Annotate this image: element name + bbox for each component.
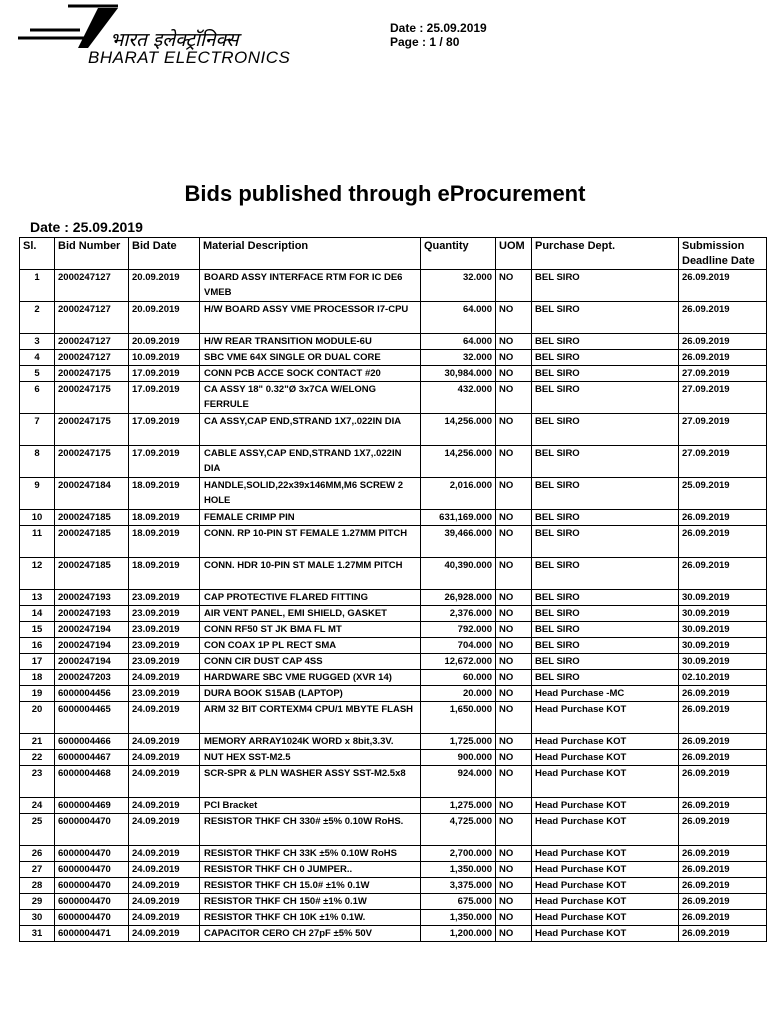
- cell-dept: Head Purchase KOT: [532, 734, 679, 750]
- cell-description: CONN RF50 ST JK BMA FL MT: [200, 622, 421, 638]
- cell-quantity: 1,725.000: [421, 734, 496, 750]
- cell-bid-number: 6000004470: [55, 862, 129, 878]
- cell-description: CABLE ASSY,CAP END,STRAND 1X7,.022IN DIA: [200, 446, 421, 478]
- cell-dept: Head Purchase KOT: [532, 926, 679, 942]
- cell-quantity: 1,350.000: [421, 862, 496, 878]
- cell-description: HANDLE,SOLID,22x39x146MM,M6 SCREW 2 HOLE: [200, 478, 421, 510]
- cell-dept: BEL SIRO: [532, 526, 679, 558]
- cell-description: MEMORY ARRAY1024K WORD x 8bit,3.3V.: [200, 734, 421, 750]
- cell-quantity: 1,650.000: [421, 702, 496, 734]
- cell-sl: 25: [20, 814, 55, 846]
- cell-bid-number: 2000247185: [55, 558, 129, 590]
- cell-bid-date: 17.09.2019: [129, 446, 200, 478]
- table-row: [20, 878, 767, 894]
- cell-description: PCI Bracket: [200, 798, 421, 814]
- cell-bid-date: 23.09.2019: [129, 654, 200, 670]
- cell-sl: 31: [20, 926, 55, 942]
- cell-quantity: 39,466.000: [421, 526, 496, 558]
- cell-uom: NO: [496, 750, 532, 766]
- cell-description: BOARD ASSY INTERFACE RTM FOR IC DE6 VMEB: [200, 270, 421, 302]
- table-row: [20, 270, 767, 302]
- cell-sl: 7: [20, 414, 55, 446]
- cell-uom: NO: [496, 590, 532, 606]
- cell-deadline: 26.09.2019: [679, 334, 767, 350]
- cell-dept: BEL SIRO: [532, 670, 679, 686]
- cell-quantity: 1,350.000: [421, 910, 496, 926]
- cell-deadline: 26.09.2019: [679, 526, 767, 558]
- cell-bid-date: 24.09.2019: [129, 750, 200, 766]
- cell-bid-number: 6000004469: [55, 798, 129, 814]
- cell-deadline: 26.09.2019: [679, 750, 767, 766]
- cell-quantity: 675.000: [421, 894, 496, 910]
- cell-bid-date: 24.09.2019: [129, 862, 200, 878]
- cell-description: RESISTOR THKF CH 10K ±1% 0.1W.: [200, 910, 421, 926]
- cell-bid-number: 2000247175: [55, 366, 129, 382]
- cell-uom: NO: [496, 894, 532, 910]
- table-row: [20, 654, 767, 670]
- cell-bid-date: 24.09.2019: [129, 766, 200, 798]
- table-row: [20, 814, 767, 846]
- col-header-description: Material Description: [200, 238, 421, 270]
- col-header-sl: Sl.: [20, 238, 55, 270]
- cell-quantity: 32.000: [421, 350, 496, 366]
- cell-sl: 21: [20, 734, 55, 750]
- cell-deadline: 30.09.2019: [679, 638, 767, 654]
- cell-quantity: 26,928.000: [421, 590, 496, 606]
- table-row: [20, 910, 767, 926]
- cell-description: DURA BOOK S15AB (LAPTOP): [200, 686, 421, 702]
- cell-bid-number: 2000247184: [55, 478, 129, 510]
- cell-bid-number: 2000247203: [55, 670, 129, 686]
- table-row: [20, 638, 767, 654]
- cell-deadline: 26.09.2019: [679, 350, 767, 366]
- cell-description: RESISTOR THKF CH 330# ±5% 0.10W RoHS.: [200, 814, 421, 846]
- cell-dept: Head Purchase KOT: [532, 702, 679, 734]
- cell-dept: BEL SIRO: [532, 414, 679, 446]
- cell-description: SCR-SPR & PLN WASHER ASSY SST-M2.5x8: [200, 766, 421, 798]
- cell-uom: NO: [496, 558, 532, 590]
- cell-bid-date: 18.09.2019: [129, 526, 200, 558]
- cell-description: RESISTOR THKF CH 15.0# ±1% 0.1W: [200, 878, 421, 894]
- cell-dept: BEL SIRO: [532, 638, 679, 654]
- cell-bid-date: 18.09.2019: [129, 510, 200, 526]
- cell-deadline: 26.09.2019: [679, 558, 767, 590]
- cell-bid-date: 24.09.2019: [129, 926, 200, 942]
- cell-quantity: 20.000: [421, 686, 496, 702]
- cell-sl: 30: [20, 910, 55, 926]
- cell-quantity: 2,016.000: [421, 478, 496, 510]
- cell-deadline: 26.09.2019: [679, 702, 767, 734]
- cell-description: CA ASSY 18" 0.32"Ø 3x7CA W/ELONG FERRULE: [200, 382, 421, 414]
- cell-bid-number: 2000247175: [55, 414, 129, 446]
- cell-bid-number: 2000247175: [55, 446, 129, 478]
- cell-description: NUT HEX SST-M2.5: [200, 750, 421, 766]
- cell-bid-date: 10.09.2019: [129, 350, 200, 366]
- cell-bid-number: 2000247185: [55, 526, 129, 558]
- cell-dept: Head Purchase KOT: [532, 910, 679, 926]
- logo-hindi-text: भारत इलेक्ट्रॉनिक्स: [110, 29, 239, 51]
- cell-quantity: 3,375.000: [421, 878, 496, 894]
- table-row: [20, 350, 767, 366]
- cell-deadline: 02.10.2019: [679, 670, 767, 686]
- cell-dept: BEL SIRO: [532, 350, 679, 366]
- cell-uom: NO: [496, 510, 532, 526]
- cell-quantity: 432.000: [421, 382, 496, 414]
- cell-quantity: 631,169.000: [421, 510, 496, 526]
- cell-uom: NO: [496, 366, 532, 382]
- cell-sl: 5: [20, 366, 55, 382]
- table-row: [20, 686, 767, 702]
- cell-bid-date: 20.09.2019: [129, 270, 200, 302]
- cell-dept: Head Purchase KOT: [532, 894, 679, 910]
- cell-uom: NO: [496, 686, 532, 702]
- cell-bid-number: 6000004467: [55, 750, 129, 766]
- cell-bid-date: 24.09.2019: [129, 878, 200, 894]
- table-row: [20, 366, 767, 382]
- cell-deadline: 26.09.2019: [679, 878, 767, 894]
- cell-dept: BEL SIRO: [532, 382, 679, 414]
- cell-dept: Head Purchase KOT: [532, 766, 679, 798]
- cell-sl: 27: [20, 862, 55, 878]
- cell-bid-date: 23.09.2019: [129, 686, 200, 702]
- cell-sl: 20: [20, 702, 55, 734]
- cell-deadline: 30.09.2019: [679, 622, 767, 638]
- cell-description: RESISTOR THKF CH 150# ±1% 0.1W: [200, 894, 421, 910]
- cell-bid-number: 6000004470: [55, 910, 129, 926]
- cell-bid-number: 2000247193: [55, 590, 129, 606]
- cell-quantity: 12,672.000: [421, 654, 496, 670]
- cell-bid-date: 23.09.2019: [129, 622, 200, 638]
- cell-dept: BEL SIRO: [532, 654, 679, 670]
- cell-dept: Head Purchase KOT: [532, 862, 679, 878]
- cell-deadline: 26.09.2019: [679, 686, 767, 702]
- cell-quantity: 14,256.000: [421, 446, 496, 478]
- cell-uom: NO: [496, 526, 532, 558]
- cell-sl: 19: [20, 686, 55, 702]
- cell-description: FEMALE CRIMP PIN: [200, 510, 421, 526]
- col-header-dept: Purchase Dept.: [532, 238, 679, 270]
- company-logo: [18, 4, 338, 70]
- table-header-row: [20, 238, 767, 270]
- cell-quantity: 900.000: [421, 750, 496, 766]
- cell-deadline: 26.09.2019: [679, 734, 767, 750]
- cell-description: H/W REAR TRANSITION MODULE-6U: [200, 334, 421, 350]
- table-row: [20, 766, 767, 798]
- cell-dept: BEL SIRO: [532, 558, 679, 590]
- cell-deadline: 30.09.2019: [679, 606, 767, 622]
- cell-uom: NO: [496, 766, 532, 798]
- cell-quantity: 2,376.000: [421, 606, 496, 622]
- cell-bid-number: 2000247185: [55, 510, 129, 526]
- cell-bid-number: 6000004470: [55, 878, 129, 894]
- table-row: [20, 846, 767, 862]
- table-row: [20, 606, 767, 622]
- cell-uom: NO: [496, 702, 532, 734]
- cell-deadline: 27.09.2019: [679, 414, 767, 446]
- cell-bid-date: 17.09.2019: [129, 366, 200, 382]
- cell-bid-number: 6000004471: [55, 926, 129, 942]
- cell-description: HARDWARE SBC VME RUGGED (XVR 14): [200, 670, 421, 686]
- cell-uom: NO: [496, 862, 532, 878]
- cell-sl: 4: [20, 350, 55, 366]
- cell-quantity: 64.000: [421, 302, 496, 334]
- table-row: [20, 590, 767, 606]
- cell-sl: 14: [20, 606, 55, 622]
- col-header-quantity: Quantity: [421, 238, 496, 270]
- cell-description: AIR VENT PANEL, EMI SHIELD, GASKET: [200, 606, 421, 622]
- cell-quantity: 1,275.000: [421, 798, 496, 814]
- cell-bid-date: 24.09.2019: [129, 734, 200, 750]
- table-row: [20, 894, 767, 910]
- cell-uom: NO: [496, 414, 532, 446]
- table-row: [20, 926, 767, 942]
- cell-description: CONN. HDR 10-PIN ST MALE 1.27MM PITCH: [200, 558, 421, 590]
- cell-uom: NO: [496, 334, 532, 350]
- cell-bid-date: 24.09.2019: [129, 846, 200, 862]
- cell-dept: BEL SIRO: [532, 334, 679, 350]
- cell-sl: 6: [20, 382, 55, 414]
- table-row: [20, 446, 767, 478]
- cell-dept: Head Purchase KOT: [532, 846, 679, 862]
- cell-deadline: 26.09.2019: [679, 814, 767, 846]
- cell-sl: 2: [20, 302, 55, 334]
- cell-bid-date: 24.09.2019: [129, 798, 200, 814]
- cell-deadline: 26.09.2019: [679, 798, 767, 814]
- table-row: [20, 734, 767, 750]
- cell-uom: NO: [496, 382, 532, 414]
- cell-bid-date: 24.09.2019: [129, 894, 200, 910]
- cell-deadline: 26.09.2019: [679, 926, 767, 942]
- cell-quantity: 14,256.000: [421, 414, 496, 446]
- col-header-deadline: Submission Deadline Date: [679, 238, 767, 270]
- table-row: [20, 478, 767, 510]
- cell-sl: 13: [20, 590, 55, 606]
- cell-description: CONN CIR DUST CAP 4SS: [200, 654, 421, 670]
- cell-uom: NO: [496, 446, 532, 478]
- document-meta: [390, 21, 487, 49]
- cell-bid-number: 6000004470: [55, 846, 129, 862]
- cell-sl: 1: [20, 270, 55, 302]
- cell-bid-date: 24.09.2019: [129, 814, 200, 846]
- table-row: [20, 414, 767, 446]
- cell-bid-date: 23.09.2019: [129, 638, 200, 654]
- cell-quantity: 4,725.000: [421, 814, 496, 846]
- cell-description: CA ASSY,CAP END,STRAND 1X7,.022IN DIA: [200, 414, 421, 446]
- cell-bid-number: 6000004456: [55, 686, 129, 702]
- cell-bid-number: 6000004465: [55, 702, 129, 734]
- cell-dept: BEL SIRO: [532, 510, 679, 526]
- cell-bid-date: 23.09.2019: [129, 606, 200, 622]
- cell-description: RESISTOR THKF CH 33K ±5% 0.10W RoHS: [200, 846, 421, 862]
- col-header-uom: UOM: [496, 238, 532, 270]
- report-date: Date : 25.09.2019: [30, 219, 143, 235]
- cell-uom: NO: [496, 350, 532, 366]
- cell-bid-date: 24.09.2019: [129, 910, 200, 926]
- table-row: [20, 670, 767, 686]
- cell-sl: 17: [20, 654, 55, 670]
- cell-description: RESISTOR THKF CH 0 JUMPER..: [200, 862, 421, 878]
- cell-quantity: 704.000: [421, 638, 496, 654]
- cell-deadline: 26.09.2019: [679, 846, 767, 862]
- cell-uom: NO: [496, 654, 532, 670]
- cell-sl: 18: [20, 670, 55, 686]
- cell-deadline: 26.09.2019: [679, 894, 767, 910]
- table-row: [20, 862, 767, 878]
- cell-bid-date: 24.09.2019: [129, 670, 200, 686]
- cell-dept: Head Purchase KOT: [532, 878, 679, 894]
- cell-uom: NO: [496, 622, 532, 638]
- cell-deadline: 27.09.2019: [679, 366, 767, 382]
- table-row: [20, 750, 767, 766]
- cell-description: CAPACITOR CERO CH 27pF ±5% 50V: [200, 926, 421, 942]
- cell-bid-number: 2000247127: [55, 270, 129, 302]
- cell-deadline: 26.09.2019: [679, 302, 767, 334]
- cell-deadline: 26.09.2019: [679, 862, 767, 878]
- table-row: [20, 382, 767, 414]
- cell-bid-number: 6000004470: [55, 894, 129, 910]
- cell-dept: BEL SIRO: [532, 478, 679, 510]
- cell-dept: Head Purchase KOT: [532, 798, 679, 814]
- table-row: [20, 622, 767, 638]
- cell-bid-date: 20.09.2019: [129, 302, 200, 334]
- cell-quantity: 2,700.000: [421, 846, 496, 862]
- cell-description: CONN PCB ACCE SOCK CONTACT #20: [200, 366, 421, 382]
- cell-quantity: 792.000: [421, 622, 496, 638]
- cell-bid-number: 2000247194: [55, 654, 129, 670]
- cell-dept: BEL SIRO: [532, 366, 679, 382]
- cell-uom: NO: [496, 926, 532, 942]
- cell-sl: 15: [20, 622, 55, 638]
- cell-sl: 8: [20, 446, 55, 478]
- cell-sl: 11: [20, 526, 55, 558]
- cell-deadline: 30.09.2019: [679, 654, 767, 670]
- cell-bid-number: 2000247193: [55, 606, 129, 622]
- cell-uom: NO: [496, 814, 532, 846]
- cell-sl: 24: [20, 798, 55, 814]
- cell-bid-date: 17.09.2019: [129, 382, 200, 414]
- cell-deadline: 27.09.2019: [679, 446, 767, 478]
- cell-uom: NO: [496, 910, 532, 926]
- table-row: [20, 702, 767, 734]
- col-header-bid-number: Bid Number: [55, 238, 129, 270]
- cell-bid-date: 24.09.2019: [129, 702, 200, 734]
- cell-dept: BEL SIRO: [532, 590, 679, 606]
- table-row: [20, 798, 767, 814]
- cell-sl: 23: [20, 766, 55, 798]
- cell-uom: NO: [496, 302, 532, 334]
- cell-uom: NO: [496, 638, 532, 654]
- cell-bid-date: 17.09.2019: [129, 414, 200, 446]
- cell-quantity: 1,200.000: [421, 926, 496, 942]
- cell-bid-number: 2000247127: [55, 302, 129, 334]
- table-row: [20, 302, 767, 334]
- cell-bid-number: 6000004466: [55, 734, 129, 750]
- cell-sl: 16: [20, 638, 55, 654]
- cell-quantity: 64.000: [421, 334, 496, 350]
- cell-sl: 22: [20, 750, 55, 766]
- cell-dept: BEL SIRO: [532, 446, 679, 478]
- cell-dept: Head Purchase KOT: [532, 750, 679, 766]
- cell-dept: BEL SIRO: [532, 270, 679, 302]
- bids-table: [19, 237, 767, 942]
- cell-deadline: 25.09.2019: [679, 478, 767, 510]
- cell-quantity: 924.000: [421, 766, 496, 798]
- cell-bid-number: 2000247127: [55, 350, 129, 366]
- cell-bid-number: 2000247127: [55, 334, 129, 350]
- cell-bid-date: 18.09.2019: [129, 558, 200, 590]
- cell-uom: NO: [496, 878, 532, 894]
- cell-description: CON COAX 1P PL RECT SMA: [200, 638, 421, 654]
- cell-description: CAP PROTECTIVE FLARED FITTING: [200, 590, 421, 606]
- meta-page: Page : 1 / 80: [390, 35, 460, 49]
- cell-description: SBC VME 64X SINGLE OR DUAL CORE: [200, 350, 421, 366]
- logo-english-text: BHARAT ELECTRONICS: [88, 48, 291, 67]
- cell-uom: NO: [496, 270, 532, 302]
- cell-description: H/W BOARD ASSY VME PROCESSOR I7-CPU: [200, 302, 421, 334]
- table-row: [20, 334, 767, 350]
- cell-deadline: 30.09.2019: [679, 590, 767, 606]
- cell-quantity: 60.000: [421, 670, 496, 686]
- cell-uom: NO: [496, 734, 532, 750]
- meta-date: Date : 25.09.2019: [390, 21, 487, 35]
- cell-deadline: 27.09.2019: [679, 382, 767, 414]
- col-header-bid-date: Bid Date: [129, 238, 200, 270]
- cell-uom: NO: [496, 798, 532, 814]
- cell-uom: NO: [496, 606, 532, 622]
- cell-bid-date: 23.09.2019: [129, 590, 200, 606]
- cell-bid-number: 6000004468: [55, 766, 129, 798]
- cell-sl: 3: [20, 334, 55, 350]
- cell-sl: 9: [20, 478, 55, 510]
- cell-uom: NO: [496, 846, 532, 862]
- cell-bid-number: 2000247175: [55, 382, 129, 414]
- cell-dept: BEL SIRO: [532, 302, 679, 334]
- page-title: Bids published through eProcurement: [184, 181, 586, 206]
- cell-dept: Head Purchase -MC: [532, 686, 679, 702]
- cell-bid-date: 20.09.2019: [129, 334, 200, 350]
- cell-bid-number: 2000247194: [55, 622, 129, 638]
- cell-quantity: 30,984.000: [421, 366, 496, 382]
- table-row: [20, 526, 767, 558]
- cell-bid-number: 6000004470: [55, 814, 129, 846]
- cell-uom: NO: [496, 478, 532, 510]
- cell-dept: BEL SIRO: [532, 606, 679, 622]
- cell-deadline: 26.09.2019: [679, 910, 767, 926]
- cell-sl: 29: [20, 894, 55, 910]
- cell-sl: 12: [20, 558, 55, 590]
- cell-description: ARM 32 BIT CORTEXM4 CPU/1 MBYTE FLASH: [200, 702, 421, 734]
- cell-description: CONN. RP 10-PIN ST FEMALE 1.27MM PITCH: [200, 526, 421, 558]
- cell-sl: 10: [20, 510, 55, 526]
- cell-deadline: 26.09.2019: [679, 270, 767, 302]
- cell-deadline: 26.09.2019: [679, 766, 767, 798]
- cell-sl: 28: [20, 878, 55, 894]
- table-row: [20, 558, 767, 590]
- table-row: [20, 510, 767, 526]
- cell-quantity: 40,390.000: [421, 558, 496, 590]
- cell-deadline: 26.09.2019: [679, 510, 767, 526]
- cell-quantity: 32.000: [421, 270, 496, 302]
- cell-bid-number: 2000247194: [55, 638, 129, 654]
- cell-dept: Head Purchase KOT: [532, 814, 679, 846]
- cell-uom: NO: [496, 670, 532, 686]
- cell-sl: 26: [20, 846, 55, 862]
- cell-bid-date: 18.09.2019: [129, 478, 200, 510]
- cell-dept: BEL SIRO: [532, 622, 679, 638]
